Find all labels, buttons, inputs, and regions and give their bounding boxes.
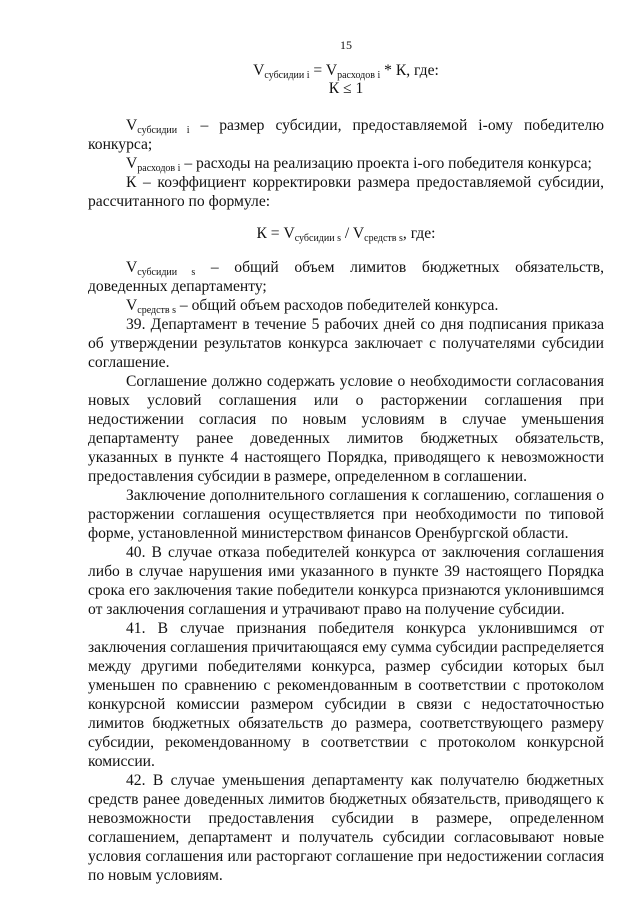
paragraph-41: 41. В случае признания победителя конкурса уклонившимся от заключения соглашения причитающаяся ему сумма субсидии распределяется между другими победителями конкурса, размер субсидии которых был уменьшен по сравнению с рекомендованным в соответствии с протоколом конкурсной комиссии размером субсидии в связи с недостаточностью лимитов бюджетных обязательств до размера, соответствующего размеру субсидии, рекомендованному в соответствии с протоколом конкурсной комиссии. [88,620,604,770]
paragraph-40: 40. В случае отказа победителей конкурса от заключения соглашения либо в случае нарушения ими указанного в пункте 39 настоящего Порядка срока его заключения такие победители конкурса признаются уклонившимся от заключения соглашения и утрачивают право на получение субсидии. [88,544,604,618]
definition-v-subsidy-s: $V_{субсидии s}$ – общий объем лимитов бюджетных обязательств, доведенных департаменту; [88,259,604,295]
definitions-block-2 [88,258,604,885]
definitions-block-1 [88,116,604,211]
formula-coefficient: $К = V_{субсидии s} / V_{средств s}$, где: [256,225,436,244]
paragraph-42: 42. В случае уменьшения департаменту как получателю бюджетных средств ранее доведенных лимитов бюджетных обязательств, приводящего к невозможности предоставления субсидии в размере, определенном соглашением, департамент и получатель субсидии согласовывают новые условия соглашения или расторгают соглашение при недостижении согласия по новым условиям. [88,772,604,884]
paragraph-agreement-conditions: Соглашение должно содержать условие о необходимости согласования новых условий соглашения или о расторжении соглашения при недостижении согласия по новым условиям в случае уменьшения департаменту ранее доведенных лимитов бюджетных обязательств, указанных в пункте 4 настоящего Порядка, приводящего к невозможности предоставления субсидии в размере, определенном в соглашении. [88,373,604,485]
paragraph-additional-agreement: Заключение дополнительного соглашения к соглашению, соглашения о расторжении соглашения осуществляется при необходимости по типовой форме, установленной министерством финансов Оренбургской области. [88,487,604,542]
formula-condition: К ≤ 1 [328,80,364,97]
definition-v-expenses-i: $V_{расходов i}$ – расходы на реализацию проекта i-ого победителя конкурса; [126,155,592,174]
formula-subsidy: $V_{субсидии i} = V_{расходов i} * К$, где: [253,62,439,81]
definition-k: К – коэффициент корректировки размера предоставляемой субсидии, рассчитанного по формуле: [88,174,604,210]
page-number: 15 [340,38,352,52]
definition-v-subsidy-i: $V_{субсидии i}$ – размер субсидии, предоставляемой i-ому победителю конкурса; [88,117,604,153]
paragraph-39: 39. Департамент в течение 5 рабочих дней со дня подписания приказа об утверждении результатов конкурса заключает с получателями субсидии соглашение. [88,316,604,371]
definition-v-funds-s: $V_{средств s}$ – общий объем расходов победителей конкурса. [126,297,499,316]
